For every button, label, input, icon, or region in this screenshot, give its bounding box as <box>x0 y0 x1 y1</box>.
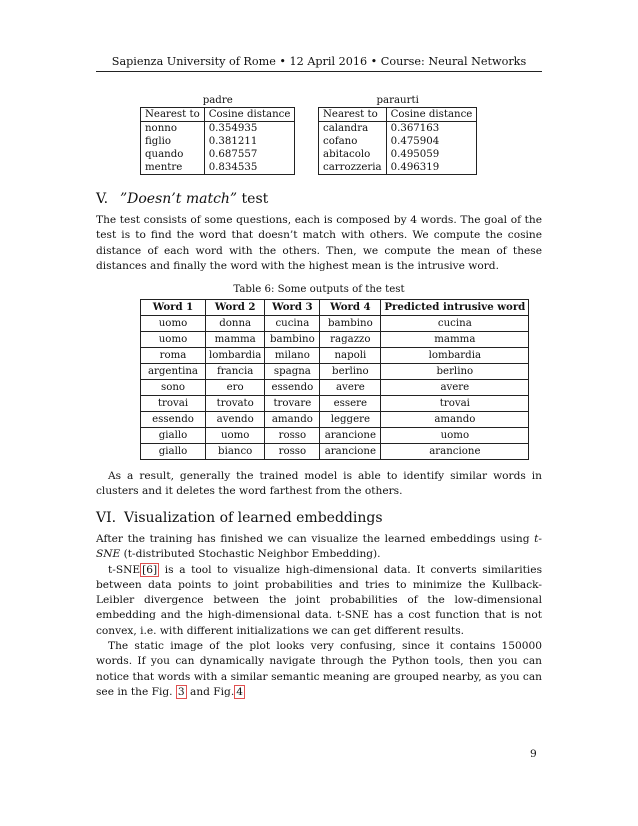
predicted-word-cell: amando <box>381 412 529 428</box>
nearest-word: abitacolo <box>319 148 387 161</box>
table-row <box>141 428 529 444</box>
table-body <box>141 316 529 460</box>
predicted-word-cell: arancione <box>381 444 529 460</box>
nearest-word: carrozzeria <box>319 161 387 175</box>
word-cell: milano <box>265 348 320 364</box>
cosine-distance: 0.834535 <box>204 161 295 175</box>
word-cell: essendo <box>265 380 320 396</box>
word-cell: avendo <box>206 412 265 428</box>
table-row <box>141 122 295 136</box>
section-heading-doesnt-match <box>96 191 268 207</box>
citation-link[interactable]: [6] <box>142 563 158 576</box>
word-cell: giallo <box>141 428 206 444</box>
section-heading-visualization <box>96 510 383 526</box>
table-row <box>319 122 477 136</box>
nearest-word: nonno <box>141 122 205 136</box>
predicted-word-cell: cucina <box>381 316 529 332</box>
table-header-row <box>141 300 529 316</box>
word-cell: lombardia <box>206 348 265 364</box>
intrusive-word-table <box>140 299 529 460</box>
word-cell: mamma <box>206 332 265 348</box>
table-row <box>141 348 529 364</box>
table-row <box>141 380 529 396</box>
text: The static image of the plot looks very confusing, since it contains 150000 words. If you can dynamically navigate through the Python tools, then you can notice that words with a similar semantic meaning are grouped nearby, as you can see in the Fig. <box>96 640 542 698</box>
column-header: Predicted intrusive word <box>381 300 529 316</box>
table-title: paraurti <box>319 94 477 108</box>
table-row <box>319 148 477 161</box>
word-cell: ero <box>206 380 265 396</box>
nearest-word: cofano <box>319 135 387 148</box>
section6-body <box>96 532 542 700</box>
cosine-distance: 0.354935 <box>204 122 295 136</box>
column-header: Cosine distance <box>204 108 295 122</box>
table-row <box>141 364 529 380</box>
word-cell: uomo <box>141 316 206 332</box>
word-cell: arancione <box>320 444 381 460</box>
cosine-distance: 0.495059 <box>386 148 477 161</box>
nearest-table-paraurti <box>318 94 477 175</box>
text: After the training has finished we can visualize the learned embeddings using <box>96 533 535 545</box>
word-cell: francia <box>206 364 265 380</box>
text: is a tool to visualize high-dimensional data. It converts similarities between data points to joint probabilities and tries to minimize the Kullback-Leibler divergence between the joint probabilities of the low-dimensional embedding and the high-dimensional data. t-SNE has a cost function that is not convex, i.e. with different initializations we can get different results. <box>96 563 542 637</box>
column-header: Word 2 <box>206 300 265 316</box>
word-cell: cucina <box>265 316 320 332</box>
cosine-distance: 0.381211 <box>204 135 295 148</box>
word-cell: spagna <box>265 364 320 380</box>
word-cell: uomo <box>206 428 265 444</box>
word-cell: trovato <box>206 396 265 412</box>
text: (t-distributed Stochastic Neighbor Embedding). <box>120 548 381 561</box>
paragraph <box>96 563 542 639</box>
word-cell: sono <box>141 380 206 396</box>
word-cell: argentina <box>141 364 206 380</box>
nearest-word: quando <box>141 148 205 161</box>
word-cell: trovai <box>141 396 206 412</box>
section5-paragraph <box>96 213 542 274</box>
paragraph <box>96 532 542 563</box>
table-row <box>319 135 477 148</box>
table-row <box>141 148 295 161</box>
paragraph: The test consists of some questions, each is composed by 4 words. The goal of the test is to find the word that doesn’t match with others. We compute the cosine distance of each word with the others. Then, we compute the mean of these distances and finally the word with the highest mean is the intrusive word. <box>96 214 542 272</box>
nearest-word: calandra <box>319 122 387 136</box>
table-row <box>141 412 529 428</box>
figure-link[interactable]: 4 <box>236 685 243 698</box>
section-number: VI. <box>96 510 117 526</box>
column-header: Word 3 <box>265 300 320 316</box>
word-cell: bambino <box>320 316 381 332</box>
word-cell: avere <box>320 380 381 396</box>
table-row <box>141 161 295 175</box>
word-cell: berlino <box>320 364 381 380</box>
section-title: Visualization of learned embeddings <box>124 510 383 526</box>
predicted-word-cell: uomo <box>381 428 529 444</box>
text: and Fig. <box>186 685 235 698</box>
running-head: Sapienza University of Rome • 12 April 2016 • Course: Neural Networks <box>111 55 527 68</box>
word-cell: rosso <box>265 428 320 444</box>
cosine-distance: 0.496319 <box>386 161 477 175</box>
predicted-word-cell: avere <box>381 380 529 396</box>
word-cell: ragazzo <box>320 332 381 348</box>
word-cell: rosso <box>265 444 320 460</box>
table-row <box>141 135 295 148</box>
word-cell: arancione <box>320 428 381 444</box>
figure-link[interactable]: 3 <box>177 685 185 698</box>
section-number: V. <box>96 191 109 207</box>
word-cell: amando <box>265 412 320 428</box>
term-tsne: t-SNE <box>96 533 542 561</box>
word-cell: bambino <box>265 332 320 348</box>
section-title-italic: ”Doesn’t match” <box>120 191 238 207</box>
word-cell: giallo <box>141 444 206 460</box>
table-row <box>141 396 529 412</box>
cosine-distance: 0.475904 <box>386 135 477 148</box>
word-cell: essere <box>320 396 381 412</box>
predicted-word-cell: lombardia <box>381 348 529 364</box>
column-header: Word 4 <box>320 300 381 316</box>
table-caption: Table 6: Some outputs of the test <box>233 284 405 295</box>
predicted-word-cell: berlino <box>381 364 529 380</box>
column-header: Cosine distance <box>386 108 477 122</box>
page-number: 9 <box>530 748 537 760</box>
word-cell: leggere <box>320 412 381 428</box>
table-row <box>141 316 529 332</box>
word-cell: roma <box>141 348 206 364</box>
word-cell: donna <box>206 316 265 332</box>
word-cell: napoli <box>320 348 381 364</box>
cosine-distance: 0.687557 <box>204 148 295 161</box>
nearest-word: mentre <box>141 161 205 175</box>
cosine-distance: 0.367163 <box>386 122 477 136</box>
table-row <box>141 332 529 348</box>
word-cell: bianco <box>206 444 265 460</box>
section-title-rest: test <box>237 191 269 207</box>
paragraph <box>96 639 542 700</box>
word-cell: essendo <box>141 412 206 428</box>
predicted-word-cell: mamma <box>381 332 529 348</box>
word-cell: uomo <box>141 332 206 348</box>
predicted-word-cell: trovai <box>381 396 529 412</box>
table-title: padre <box>141 94 295 108</box>
table-row <box>141 444 529 460</box>
section5-result <box>96 469 542 500</box>
column-header: Nearest to <box>319 108 387 122</box>
text: t-SNE <box>108 563 141 576</box>
nearest-word: figlio <box>141 135 205 148</box>
column-header: Nearest to <box>141 108 205 122</box>
table-row <box>319 161 477 175</box>
word-cell: trovare <box>265 396 320 412</box>
nearest-table-padre <box>140 94 295 175</box>
paragraph: As a result, generally the trained model is able to identify similar words in clusters and it deletes the word farthest from the others. <box>96 470 542 498</box>
column-header: Word 1 <box>141 300 206 316</box>
header-rule <box>96 71 542 72</box>
